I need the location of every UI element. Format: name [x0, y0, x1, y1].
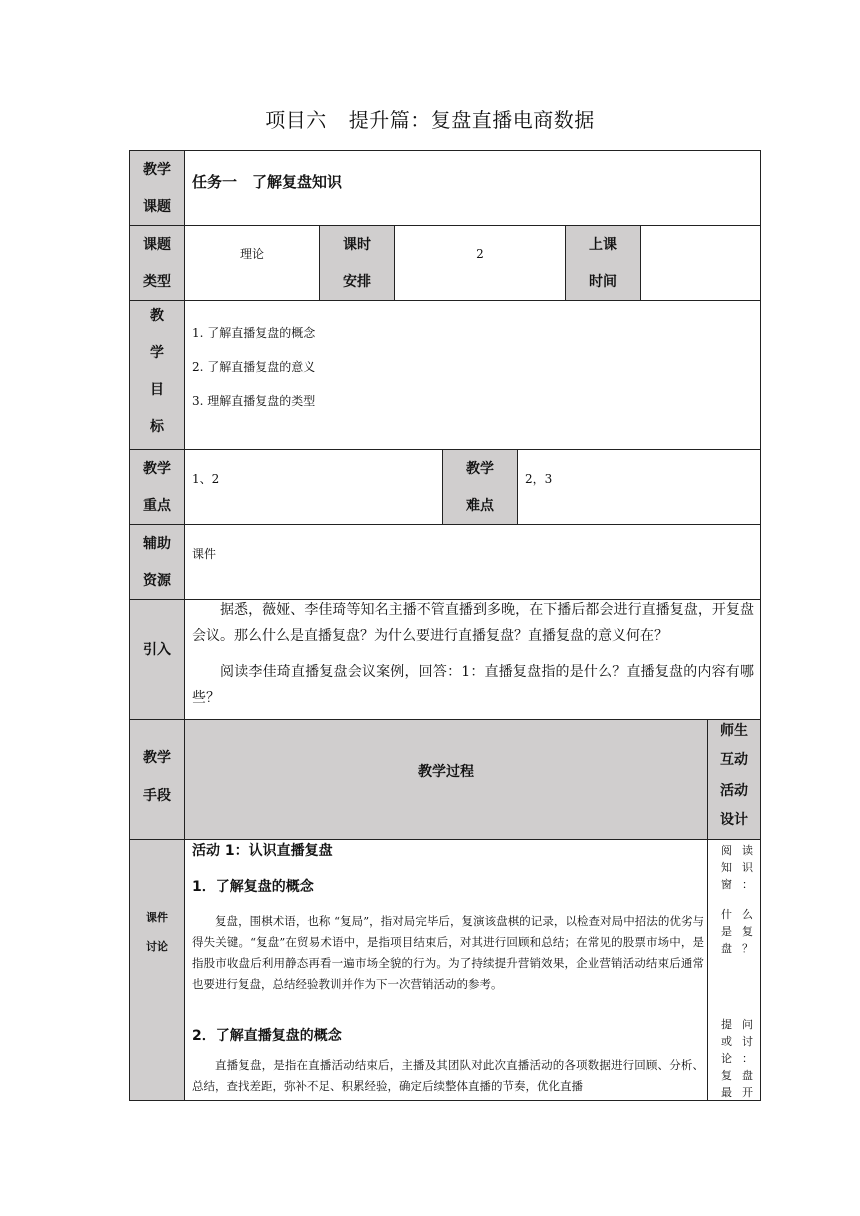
subject-label: 教学 课题 — [143, 162, 171, 215]
key-points-label: 教学 重点 — [143, 461, 171, 514]
side-note-9: 论： — [721, 1052, 763, 1065]
difficulty-value-cell — [517, 449, 761, 525]
key-points-value: 1、2 — [192, 472, 220, 486]
side-note-3: 窗： — [721, 878, 763, 891]
goal-item-3: 3. 理解直播复盘的类型 — [192, 394, 316, 408]
goal-item-1: 1. 了解直播复盘的概念 — [192, 326, 316, 340]
activity-title: 活动 1：认识直播复盘 — [192, 843, 333, 859]
side-note-5: 是复 — [721, 925, 763, 938]
side-note-7: 提问 — [721, 1018, 763, 1031]
side-note-4: 什么 — [721, 908, 763, 921]
difficulty-label: 教学 难点 — [466, 461, 494, 514]
side-note-2: 知识 — [721, 861, 763, 874]
side-note-6: 盘？ — [721, 942, 763, 955]
type-value-cell — [184, 225, 320, 301]
class-time-value-cell — [640, 225, 761, 301]
type-value: 理论 — [239, 247, 264, 261]
interaction-header: 师生 互动 活动 设计 — [720, 723, 748, 828]
intro-label: 引入 — [143, 642, 171, 658]
side-note-1: 阅读 — [721, 844, 763, 857]
goals-label: 教 学 目 标 — [150, 308, 164, 435]
page-title: 项目六 提升篇：复盘直播电商数据 — [265, 108, 595, 132]
type-label: 课题 类型 — [143, 237, 171, 290]
section-heading-2: 2．了解直播复盘的概念 — [192, 1028, 342, 1044]
resources-value-cell — [184, 524, 761, 600]
section-paragraph-2: 直播复盘，是指在直播活动结束后，主播及其团队对此次直播活动的各项数据进行回顾、分析、总结，查找差距，弥补不足、积累经验，确定后续整体直播的节奏，优化直播 — [192, 1058, 704, 1093]
class-time-label: 上课 时间 — [589, 237, 617, 290]
side-note-11: 最开 — [721, 1086, 763, 1099]
hours-label: 课时 安排 — [343, 237, 371, 290]
method-cell — [129, 839, 185, 1101]
goal-item-2: 2. 了解直播复盘的意义 — [192, 360, 316, 374]
side-note-10: 复盘 — [721, 1069, 763, 1082]
method-header: 教学 手段 — [143, 750, 171, 804]
difficulty-value: 2，3 — [525, 472, 553, 486]
key-points-value-cell — [184, 449, 443, 525]
section-paragraph-1: 复盘，围棋术语，也称 “复局”，指对局完毕后，复演该盘棋的记录，以检查对局中招法的优劣与得失关键。“复盘”在贸易术语中，是指项目结束后，对其进行回顾和总结；在常见的股票市场中，是指股市收盘后利用静态再看一遍市场全貌的行为。为了持续提升营销效果，企业营销活动结束后通常也要进行复盘，总结经验教训并作为下一次营销活动的参考。 — [192, 914, 704, 991]
goals-value-cell — [184, 300, 761, 450]
hours-value-cell — [394, 225, 566, 301]
subject-value: 任务一 了解复盘知识 — [192, 173, 343, 191]
resources-label: 辅助 资源 — [143, 536, 171, 589]
resources-value: 课件 — [192, 547, 217, 561]
side-note-8: 或讨 — [721, 1035, 763, 1048]
section-heading-1: 1．了解复盘的概念 — [192, 879, 314, 895]
hours-value: 2 — [476, 247, 484, 261]
intro-paragraph-1: 据悉，薇娅、李佳琦等知名主播不管直播到多晚，在下播后都会进行直播复盘，开复盘会议。那么什么是直播复盘？为什么要进行直播复盘？直播复盘的意义何在？ — [192, 602, 754, 644]
intro-paragraph-2: 阅读李佳琦直播复盘会议案例，回答：1：直播复盘指的是什么？直播复盘的内容有哪些？ — [192, 664, 754, 706]
method-label: 课件 讨论 — [146, 911, 168, 953]
process-header: 教学过程 — [418, 764, 474, 780]
